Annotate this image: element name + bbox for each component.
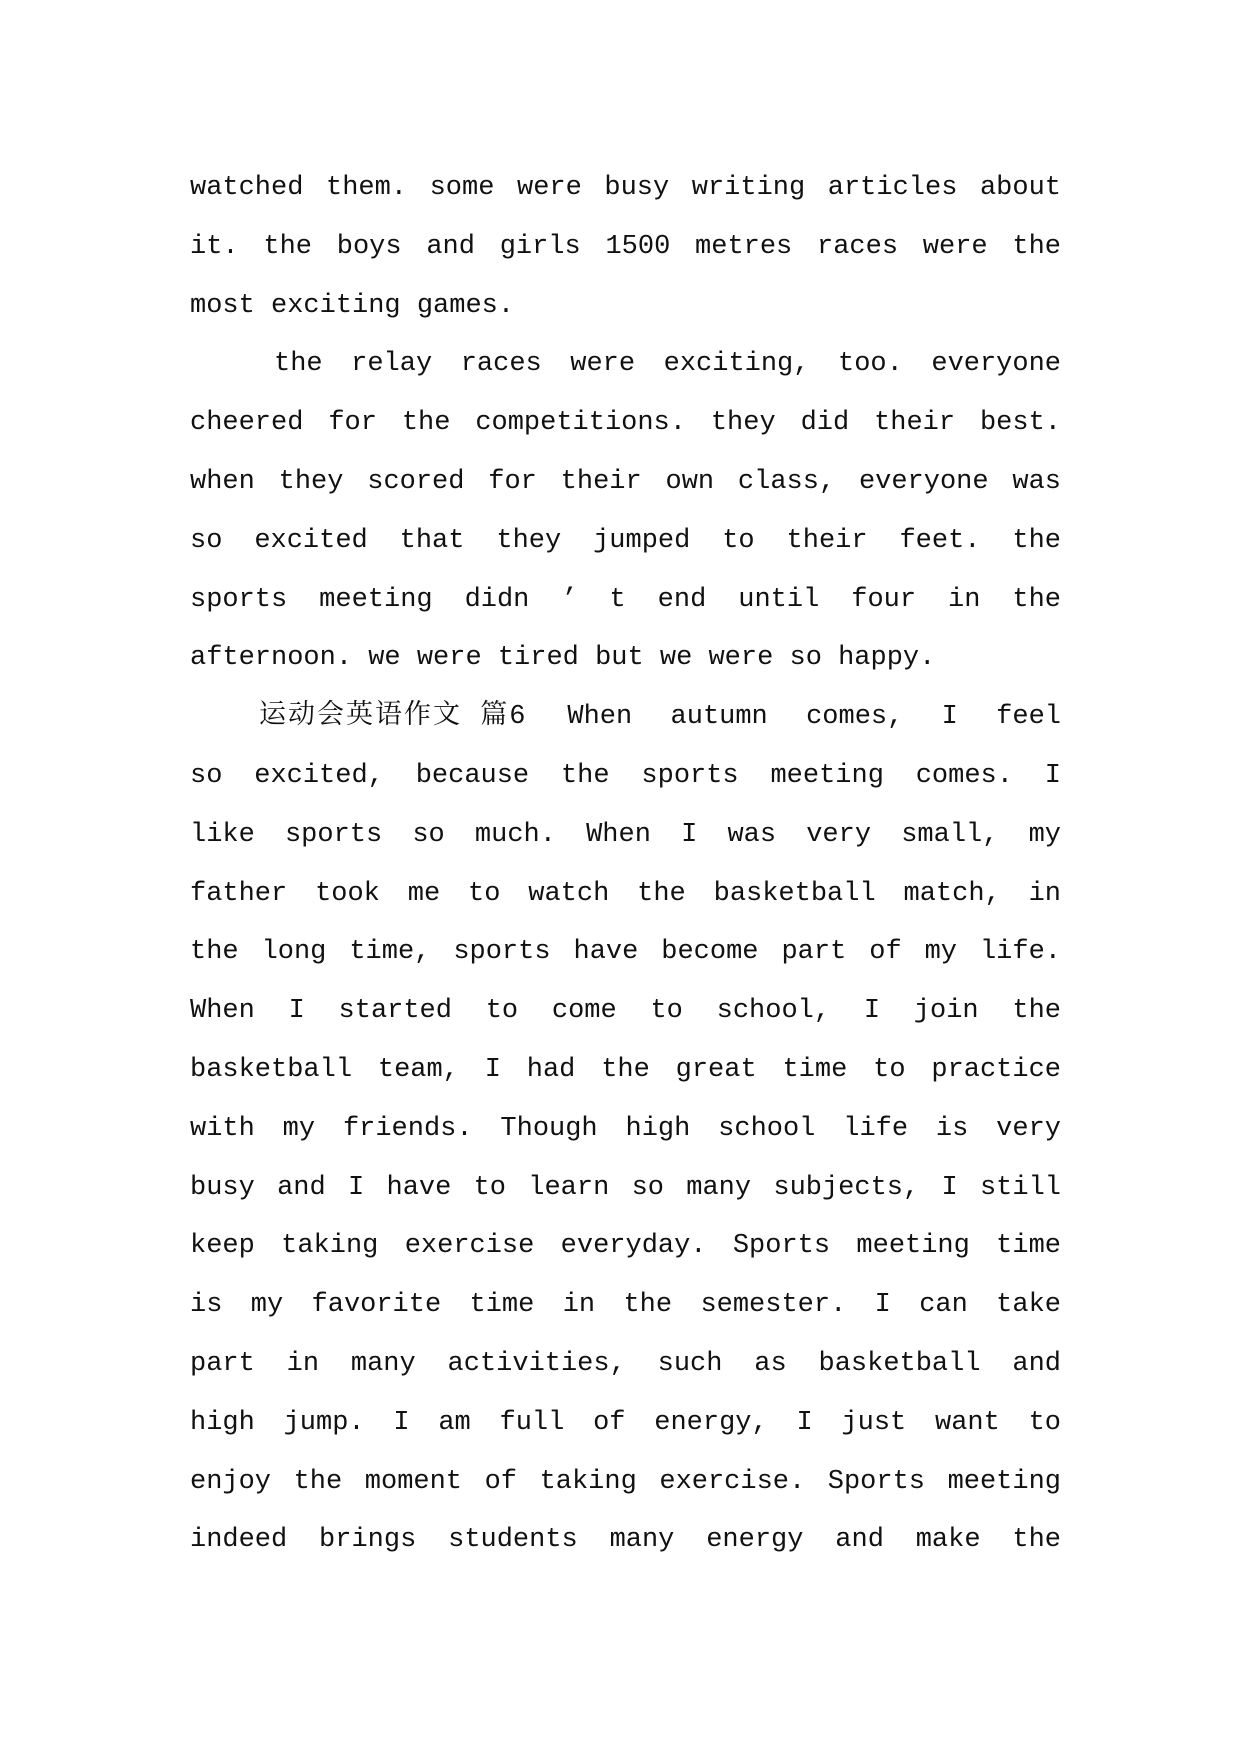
text-line: afternoon. we were tired but we were so happy. [190,643,936,674]
text-line: father took me to watch the basketball match, in [190,878,1061,909]
text-line: is my favorite time in the semester. I can take [190,1290,1061,1321]
document-page [190,159,1061,1570]
text-line: so excited, because the sports meeting comes. I [190,760,1061,791]
text-line: the long time, sports have become part of my life. [190,937,1061,968]
text-line: so excited that they jumped to their feet. the [190,525,1061,556]
text-line: busy and I have to learn so many subjects, I still [190,1172,1061,1203]
text-line: the relay races were exciting, too. everyone [274,349,1061,380]
text-line: When I started to come to school, I join the [190,996,1061,1027]
text-line: basketball team, I had the great time to practice [190,1054,1061,1085]
text-line: part in many activities, such as basketball and [190,1348,1061,1379]
section-heading: 运动会英语作文 篇6 [259,702,528,733]
text-line: with my friends. Though high school life is very [190,1113,1061,1144]
text-line: like sports so much. When I was very small, my [190,819,1061,850]
text-line: most exciting games. [190,290,515,321]
text-line: when they scored for their own class, everyone was [190,466,1061,497]
section-heading-line [190,688,1061,747]
text-line: enjoy the moment of taking exercise. Sports meeting [190,1466,1061,1497]
text-line: cheered for the competitions. they did their best. [190,408,1061,439]
text-line: high jump. I am full of energy, I just want to [190,1407,1061,1438]
text-line: watched them. some were busy writing articles about [190,173,1061,203]
text-line: indeed brings students many energy and make the [190,1525,1061,1556]
text-line: sports meeting didn ’ t end until four in the [190,584,1061,615]
text-line: keep taking exercise everyday. Sports meeting time [190,1231,1061,1262]
text-line: it. the boys and girls 1500 metres races were the [190,231,1061,262]
text-line: When autumn comes, I feel [567,702,1061,733]
